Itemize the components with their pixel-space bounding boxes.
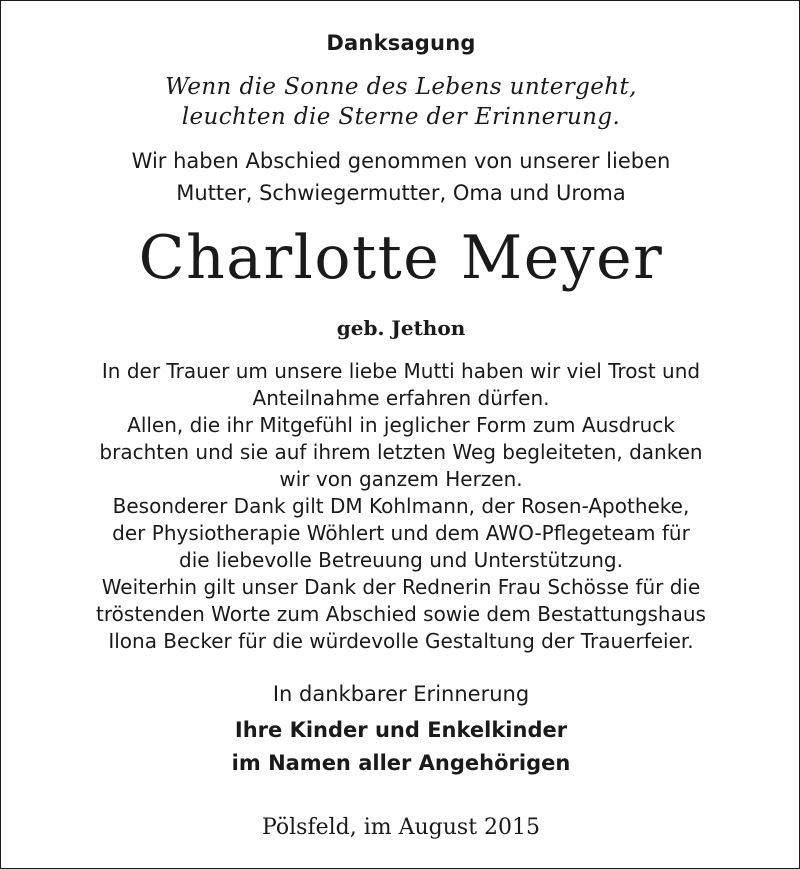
body-line: wir von ganzem Herzen. <box>279 467 523 491</box>
intro-line-2: Mutter, Schwiegermutter, Oma und Uroma <box>176 181 626 205</box>
body-line: die liebevolle Betreuung und Unterstützung. <box>179 548 623 572</box>
body-line: Weiterhin gilt unser Dank der Rednerin Frau Schösse für die <box>101 575 701 599</box>
signature-line-1: Ihre Kinder und Enkelkinder <box>234 718 568 742</box>
intro-line-1: Wir haben Abschied genommen von unserer lieben <box>131 149 671 173</box>
body-line: der Physiotherapie Wöhlert und dem AWO-Pflegeteam für <box>112 521 690 545</box>
deceased-name: Charlotte Meyer <box>138 223 664 293</box>
body-line: tröstenden Worte zum Abschied sowie dem Bestattungshaus <box>96 602 706 626</box>
maiden-name: geb. Jethon <box>336 316 466 340</box>
body-line: In der Trauer um unsere liebe Mutti haben wir viel Trost und <box>101 359 701 383</box>
body-line: brachten und sie auf ihrem letzten Weg begleiteten, danken <box>99 440 703 464</box>
body-line: Ilona Becker für die würdevolle Gestaltung der Trauerfeier. <box>108 629 694 653</box>
notice-title: Danksagung <box>326 31 476 55</box>
closing-phrase: In dankbarer Erinnerung <box>272 682 530 706</box>
quote-line-2: leuchten die Sterne der Erinnerung. <box>181 104 621 130</box>
quote-line-1: Wenn die Sonne des Lebens untergeht, <box>165 74 637 100</box>
body-line: Besonderer Dank gilt DM Kohlmann, der Rosen-Apotheke, <box>112 494 690 518</box>
signature-line-2: im Namen aller Angehörigen <box>231 751 571 775</box>
body-line: Allen, die ihr Mitgefühl in jeglicher Form zum Ausdruck <box>127 413 675 437</box>
body-line: Anteilnahme erfahren dürfen. <box>252 386 550 410</box>
place-date: Pölsfeld, im August 2015 <box>261 815 541 840</box>
